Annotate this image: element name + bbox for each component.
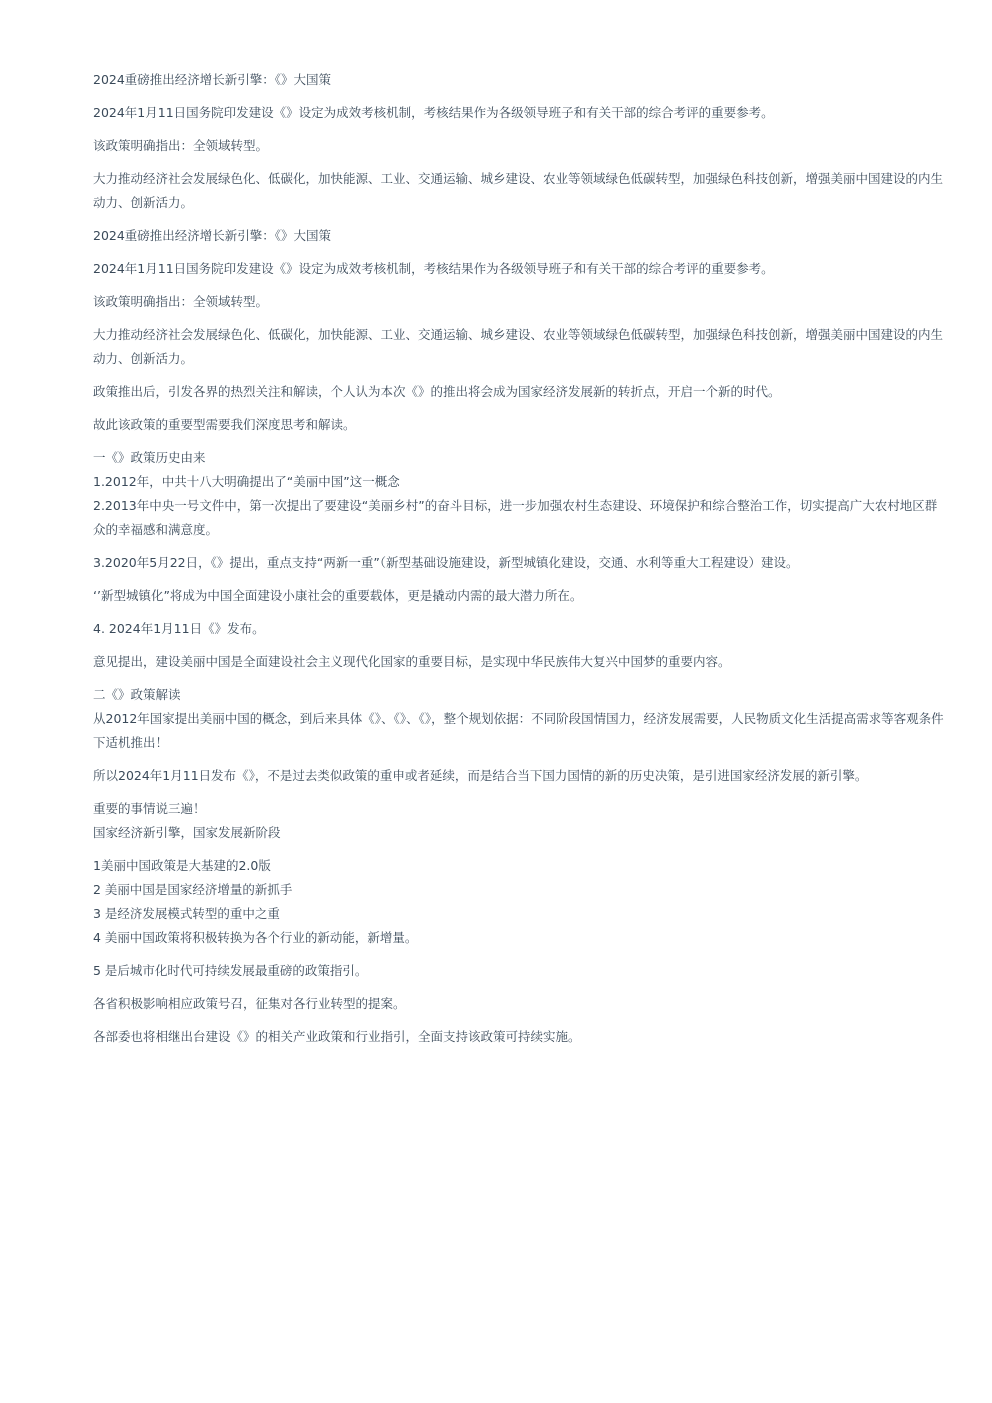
paragraph: 各省积极影响相应政策号召，征集对各行业转型的提案。 — [93, 996, 406, 1011]
list-item: 3.2020年5月22日，《》提出，重点支持“两新一重”（新型基础设施建设，新型城镇化建设，交通、水利等重大工程建设）建设。 — [93, 555, 799, 570]
paragraph: 所以2024年1月11日发布《》，不是过去类似政策的重申或者延续，而是结合当下国力国情的新的历史决策，是引进国家经济发展的新引擎。 — [93, 768, 868, 783]
headline: 2024重磅推出经济增长新引擎：《》大国策 — [93, 72, 332, 87]
list-item: 2.2013年中央一号文件中，第一次提出了要建设“美丽乡村”的奋斗目标，进一步加强农村生态建设、环境保护和综合整治工作，切实提高广大农村地区群众的幸福感和满意度。 — [93, 498, 938, 537]
list-item: 4 美丽中国政策将积极转换为各个行业的新动能，新增量。 — [93, 930, 418, 945]
list-item: 1美丽中国政策是大基建的2.0版 — [93, 858, 271, 873]
paragraph: 意见提出，建设美丽中国是全面建设社会主义现代化国家的重要目标，是实现中华民族伟大复兴中国梦的重要内容。 — [93, 654, 731, 669]
paragraph: 大力推动经济社会发展绿色化、低碳化，加快能源、工业、交通运输、城乡建设、农业等领域绿色低碳转型，加强绿色科技创新，增强美丽中国建设的内生动力、创新活力。 — [93, 171, 944, 210]
paragraph: 2024年1月11日国务院印发建设《》设定为成效考核机制，考核结果作为各级领导班子和有关干部的综合考评的重要参考。 — [93, 261, 774, 276]
paragraph: 国家经济新引擎，国家发展新阶段 — [93, 825, 281, 840]
list-item: 3 是经济发展模式转型的重中之重 — [93, 906, 280, 921]
list-item: 1.2012年，中共十八大明确提出了“美丽中国”这一概念 — [93, 474, 400, 489]
section-heading: 二《》政策解读 — [93, 687, 181, 702]
paragraph: ‘’新型城镇化”将成为中国全面建设小康社会的重要载体，更是撬动内需的最大潜力所在。 — [93, 588, 583, 603]
section-heading: 一《》政策历史由来 — [93, 450, 206, 465]
paragraph: 2024年1月11日国务院印发建设《》设定为成效考核机制，考核结果作为各级领导班子和有关干部的综合考评的重要参考。 — [93, 105, 774, 120]
paragraph: 政策推出后，引发各界的热烈关注和解读，个人认为本次《》的推出将会成为国家经济发展新的转折点，开启一个新的时代。 — [93, 384, 781, 399]
paragraph: 故此该政策的重要型需要我们深度思考和解读。 — [93, 417, 356, 432]
paragraph: 各部委也将相继出台建设《》的相关产业政策和行业指引，全面支持该政策可持续实施。 — [93, 1029, 581, 1044]
headline: 2024重磅推出经济增长新引擎：《》大国策 — [93, 228, 332, 243]
paragraph: 大力推动经济社会发展绿色化、低碳化，加快能源、工业、交通运输、城乡建设、农业等领域绿色低碳转型，加强绿色科技创新，增强美丽中国建设的内生动力、创新活力。 — [93, 327, 944, 366]
paragraph: 该政策明确指出：全领域转型。 — [93, 294, 269, 309]
paragraph: 重要的事情说三遍！ — [93, 801, 206, 816]
list-item: 2 美丽中国是国家经济增量的新抓手 — [93, 882, 293, 897]
paragraph: 从2012年国家提出美丽中国的概念，到后来具体《》、《》、《》，整个规划依据：不同阶段国情国力，经济发展需要，人民物质文化生活提高需求等客观条件下适机推出！ — [93, 711, 944, 750]
document-body — [93, 68, 945, 1049]
paragraph: 该政策明确指出：全领域转型。 — [93, 138, 269, 153]
list-item: 5 是后城市化时代可持续发展最重磅的政策指引。 — [93, 963, 368, 978]
list-item: 4. 2024年1月11日《》发布。 — [93, 621, 265, 636]
